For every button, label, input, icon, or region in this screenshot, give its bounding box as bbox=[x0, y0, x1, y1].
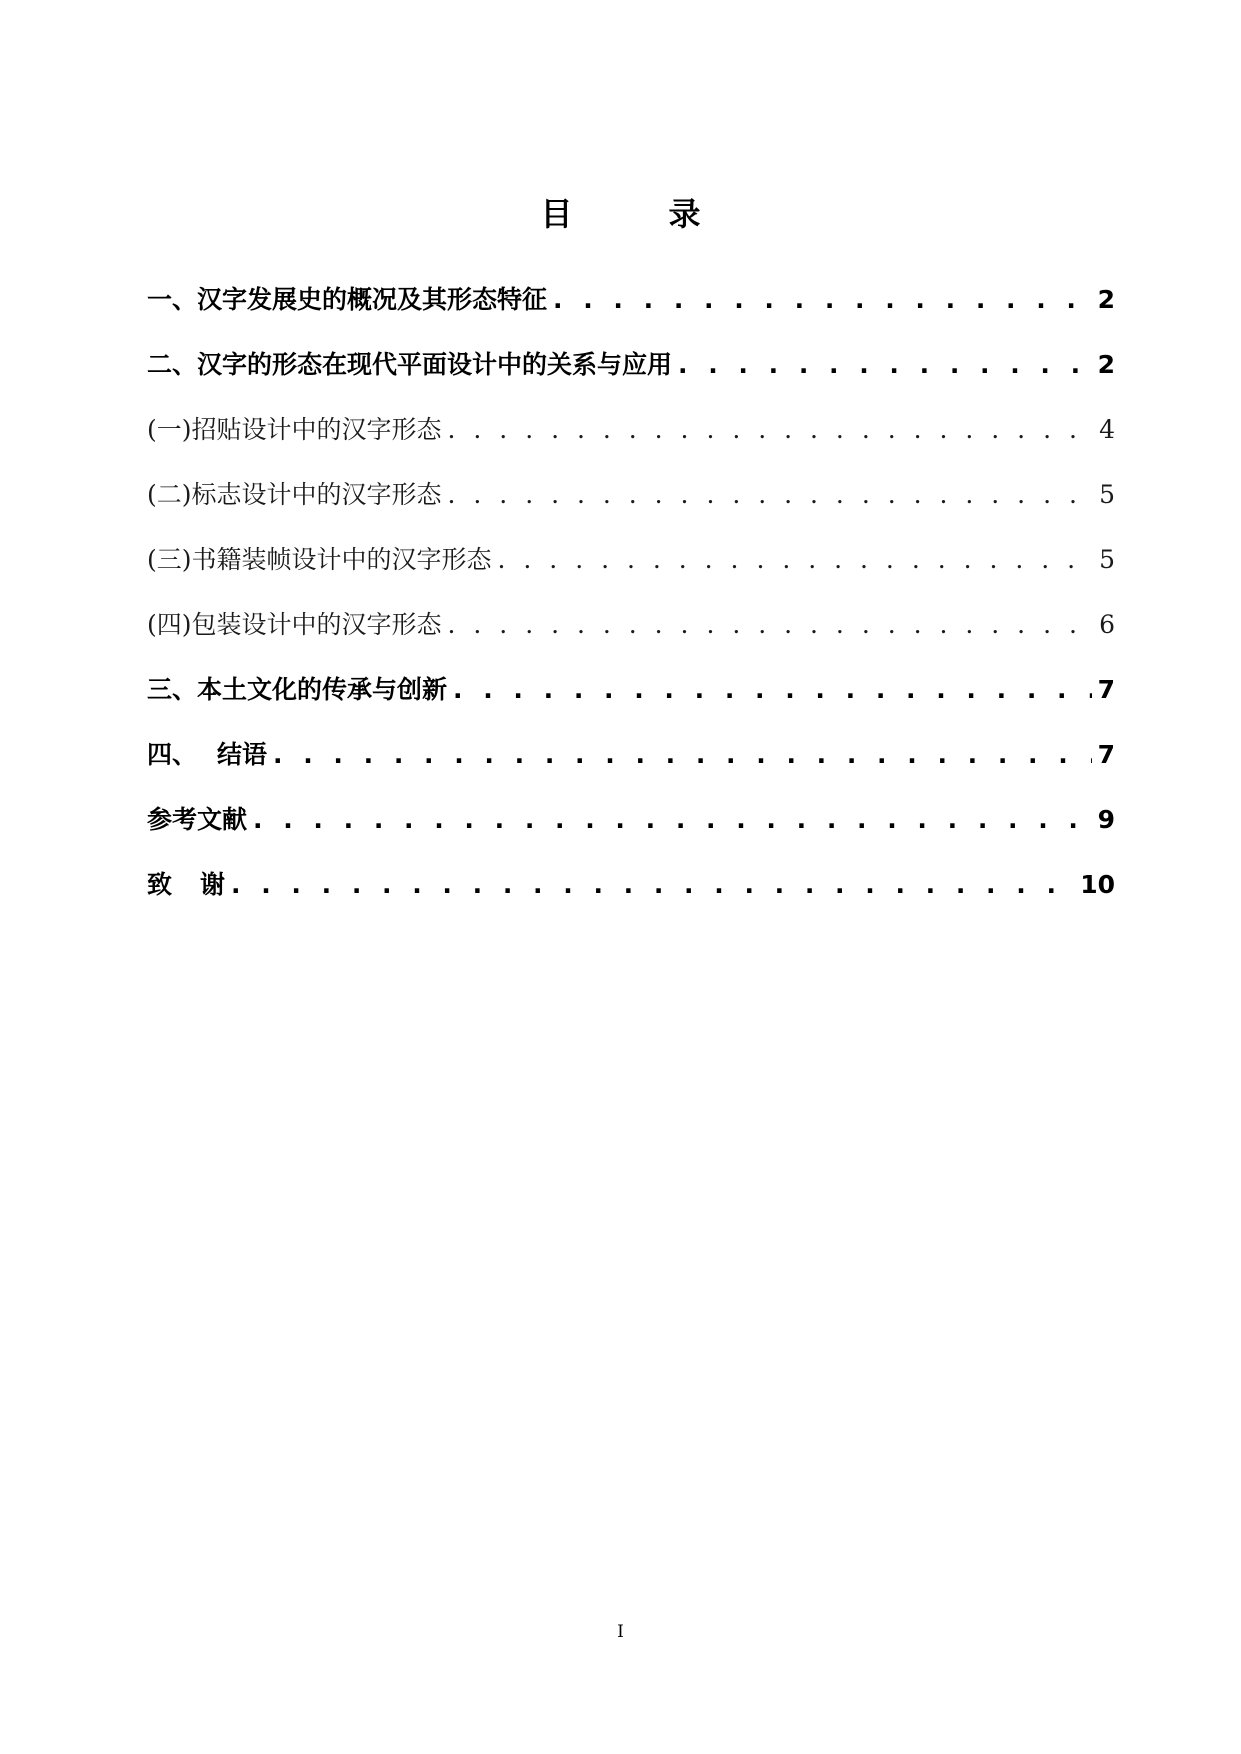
toc-entry-2-3[interactable] bbox=[147, 540, 1115, 605]
toc-leader-dots bbox=[453, 675, 1092, 704]
toc-leader-dots bbox=[273, 740, 1092, 769]
toc-entry-label-text: 结语 bbox=[217, 740, 268, 769]
toc-leader-dots bbox=[448, 610, 1094, 639]
title-right-char: 录 bbox=[668, 195, 701, 233]
toc-leader-dots bbox=[553, 285, 1092, 314]
toc-entry-page: 7 bbox=[1097, 740, 1115, 769]
toc-entry-2-4[interactable] bbox=[147, 605, 1115, 670]
toc-entry-label-char-2: 谢 bbox=[200, 870, 226, 899]
toc-entry-page: 2 bbox=[1097, 285, 1115, 314]
toc-entry-page: 2 bbox=[1097, 350, 1115, 379]
toc-entry-references[interactable] bbox=[147, 800, 1115, 865]
footer-page-number: I bbox=[617, 1622, 624, 1642]
toc-entry-label bbox=[147, 865, 225, 901]
toc-entry-page: 9 bbox=[1097, 805, 1115, 834]
toc-entry-label-prefix: 四、 bbox=[147, 740, 198, 769]
toc-entry-label: (二)标志设计中的汉字形态 bbox=[147, 480, 442, 509]
toc-entry-3[interactable] bbox=[147, 670, 1115, 735]
toc-entry-label: (三)书籍装帧设计中的汉字形态 bbox=[147, 545, 492, 574]
toc-leader-dots bbox=[498, 545, 1094, 574]
toc-entry-1[interactable] bbox=[147, 280, 1115, 345]
toc-entry-label: (四)包装设计中的汉字形态 bbox=[147, 610, 442, 639]
toc-entry-label: 二、汉字的形态在现代平面设计中的关系与应用 bbox=[147, 350, 673, 379]
toc-leader-dots bbox=[231, 870, 1074, 899]
toc-entry-page: 10 bbox=[1080, 870, 1115, 899]
toc-entry-label bbox=[147, 735, 267, 771]
toc-entry-page: 5 bbox=[1099, 545, 1115, 574]
toc-entry-label: 一、汉字发展史的概况及其形态特征 bbox=[147, 285, 548, 314]
toc-entry-page: 5 bbox=[1099, 480, 1115, 509]
toc-entry-label: (一)招贴设计中的汉字形态 bbox=[147, 415, 442, 444]
toc-entry-acknowledgements[interactable] bbox=[147, 865, 1115, 930]
toc-entry-2-1[interactable] bbox=[147, 410, 1115, 475]
toc-entry-label-char-1: 致 bbox=[147, 870, 173, 899]
toc-entry-label: 参考文献 bbox=[147, 805, 248, 834]
toc-leader-dots bbox=[253, 805, 1092, 834]
toc-leader-dots bbox=[448, 480, 1094, 509]
toc-entry-2-2[interactable] bbox=[147, 475, 1115, 540]
toc-leader-dots bbox=[448, 415, 1094, 444]
toc-entry-2[interactable] bbox=[147, 345, 1115, 410]
table-of-contents bbox=[147, 280, 1115, 930]
title-left-char: 目 bbox=[540, 195, 573, 233]
toc-entry-label: 三、本土文化的传承与创新 bbox=[147, 675, 448, 704]
toc-entry-page: 4 bbox=[1099, 415, 1115, 444]
page-title bbox=[0, 194, 1241, 234]
toc-entry-page: 7 bbox=[1097, 675, 1115, 704]
toc-leader-dots bbox=[678, 350, 1092, 379]
toc-entry-4[interactable] bbox=[147, 735, 1115, 800]
toc-entry-page: 6 bbox=[1099, 610, 1115, 639]
